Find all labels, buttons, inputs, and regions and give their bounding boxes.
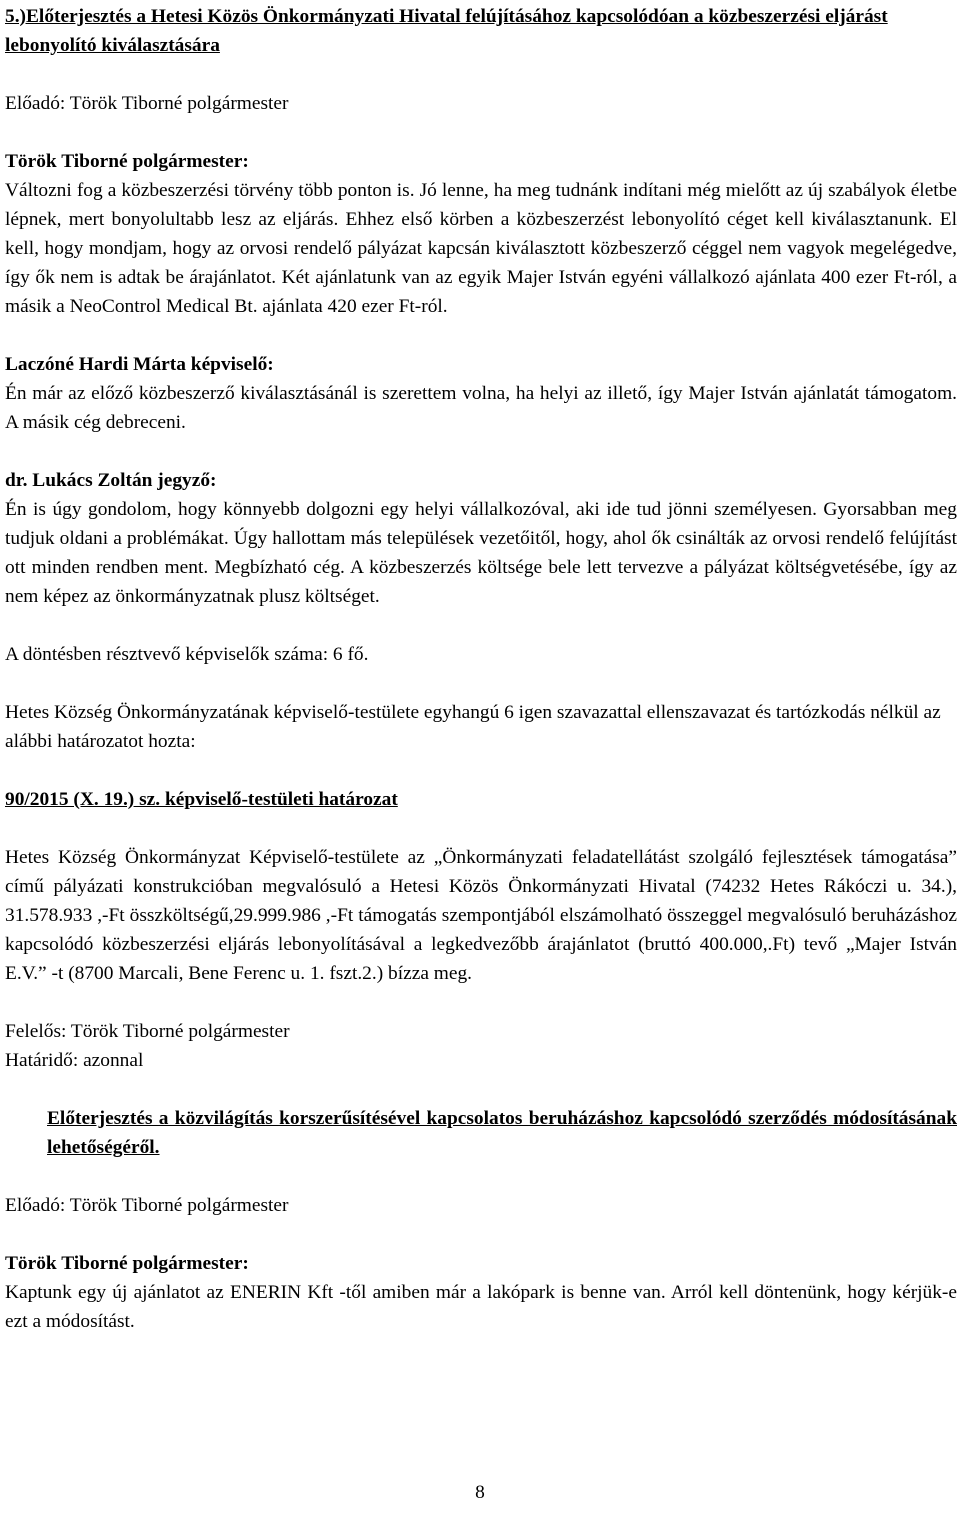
- speech-notary-text: Én is úgy gondolom, hogy könnyebb dolgozni egy helyi vállalkozóval, aki ide tud jönni személyesen. Gyorsabban meg tudjuk oldani a problémákat. Úgy hallottam más települések vezetőitől, hogy, ahol ők csinálták az orvosi rendelő felújítást ott minden rendben ment. Megbízható cég. A közbeszerzés költsége bele lett tervezve a pályázat költségvetésébe, így az nem képez az önkormányzatnak plusz költséget.: [5, 499, 957, 607]
- page-number: 8: [475, 1482, 485, 1503]
- resolution-deadline: Határidő: azonnal: [5, 1050, 144, 1071]
- section-6-presenter: Előadó: Török Tiborné polgármester: [5, 1195, 289, 1216]
- speech-representative-text: Én már az előző közbeszerző kiválasztásánál is szerettem volna, ha helyi az illető, így Majer István ajánlatát támogatom. A másik cég debreceni.: [5, 383, 957, 433]
- section-6-number: [5, 1104, 47, 1133]
- speech-mayor-2-text: Kaptunk egy új ajánlatot az ENERIN Kft -től amiben már a lakópark is benne van. Arról kell döntenünk, hogy kérjük-e ezt a módosítást.: [5, 1282, 957, 1332]
- section-6-title-text: Előterjesztés a közvilágítás korszerűsítésével kapcsolatos beruházáshoz kapcsolódó szerződés módosításának lehetőségéről.: [47, 1108, 957, 1158]
- section-6-title: [5, 1104, 957, 1162]
- vote-result: Hetes Község Önkormányzatának képviselő-testülete egyhangú 6 igen szavazattal ellenszavazat és tartózkodás nélkül az alábbi határozatot hozta:: [5, 702, 941, 752]
- resolution-number: 90/2015 (X. 19.) sz. képviselő-testületi határozat: [5, 789, 398, 810]
- speaker-representative: Laczóné Hardi Márta képviselő:: [5, 354, 274, 375]
- speaker-notary: dr. Lukács Zoltán jegyző:: [5, 470, 217, 491]
- speech-mayor-text: Változni fog a közbeszerzési törvény több ponton is. Jó lenne, ha meg tudnánk indítani még mielőtt az új szabályok életbe lépnek, mert bonyolultabb lesz az eljárás. Ehhez első körben a közbeszerzést lebonyolító céget kell kiválasztanunk. El kell, hogy mondjam, hogy az orvosi rendelő pályázat kapcsán kiválasztott közbeszerző céggel nem vagyok megelégedve, így ők nem is adtak be árajánlatot. Két ajánlatunk van az egyik Majer István egyéni vállalkozó ajánlata 400 ezer Ft-ról, a másik a NeoControl Medical Bt. ajánlata 420 ezer Ft-ról.: [5, 180, 957, 317]
- speaker-mayor-2: Török Tiborné polgármester:: [5, 1253, 249, 1274]
- vote-count: A döntésben résztvevő képviselők száma: 6 fő.: [5, 644, 369, 665]
- document-page: [5, 2, 957, 1336]
- resolution-text: Hetes Község Önkormányzat Képviselő-testülete az „Önkormányzati feladatellátást szolgáló fejlesztések támogatása” című pályázati konstrukcióban megvalósuló a Hetesi Közös Önkormányzati Hivatal (74232 Hetes Rákóczi u. 34.), 31.578.933 ,-Ft összköltségű,29.999.986 ,-Ft támogatás szempontjából elszámolható összeggel megvalósuló beruházáshoz kapcsolódó közbeszerzési eljárás lebonyolításával a legkedvezőbb árajánlatot (bruttó 400.000,.Ft) tevő „Majer István E.V.” -t (8700 Marcali, Bene Ferenc u. 1. fszt.2.) bízza meg.: [5, 847, 957, 984]
- resolution-responsible: Felelős: Török Tiborné polgármester: [5, 1021, 290, 1042]
- speaker-mayor: Török Tiborné polgármester:: [5, 151, 249, 172]
- section-5-presenter: Előadó: Török Tiborné polgármester: [5, 93, 289, 114]
- section-5-title: 5.)Előterjesztés a Hetesi Közös Önkormányzati Hivatal felújításához kapcsolódóan a közbeszerzési eljárást lebonyolító kiválasztására: [5, 6, 888, 56]
